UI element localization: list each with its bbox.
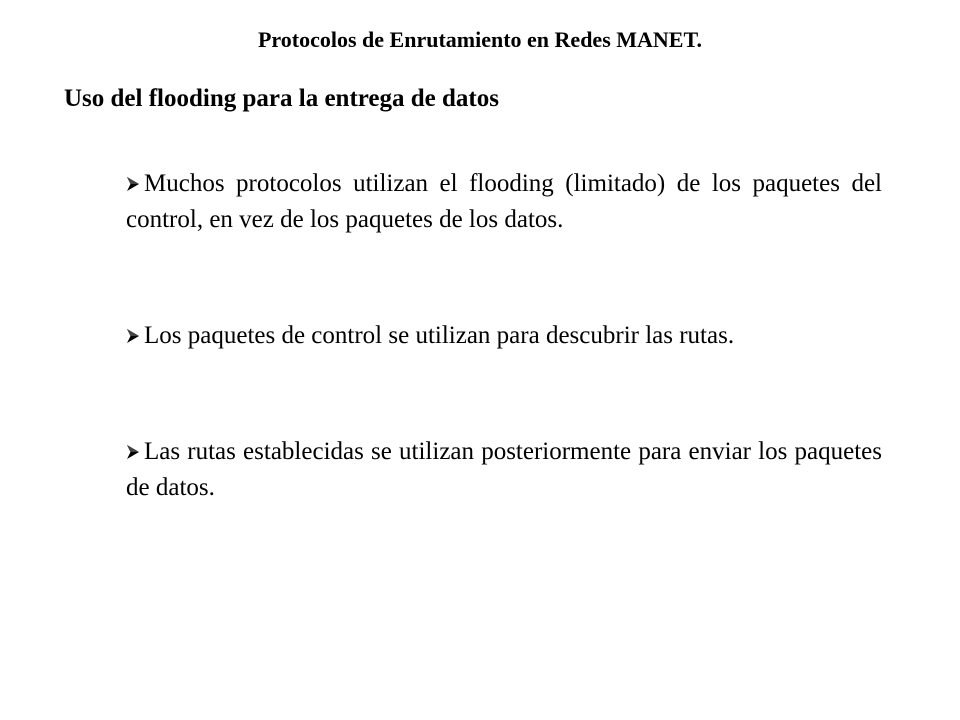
header-title: Protocolos de Enrutamiento en Redes MANET. (257, 27, 703, 52)
section-title: Uso del flooding para la entrega de datos (64, 85, 499, 112)
arrowhead-bullet-icon (126, 328, 140, 344)
bullet-item (126, 318, 882, 354)
bullet-text: Las rutas establecidas se utilizan posteriormente para enviar los paquetes de datos. (126, 438, 882, 501)
bullet-list (126, 166, 882, 506)
arrowhead-bullet-icon (126, 176, 140, 192)
bullet-item (126, 434, 882, 506)
bullet-item (126, 166, 882, 238)
bullet-text: Muchos protocolos utilizan el flooding (limitado) de los paquetes del control, en vez de los paquetes de los datos. (126, 170, 882, 233)
arrowhead-bullet-icon (126, 444, 140, 460)
bullet-text: Los paquetes de control se utilizan para descubrir las rutas. (144, 322, 735, 349)
